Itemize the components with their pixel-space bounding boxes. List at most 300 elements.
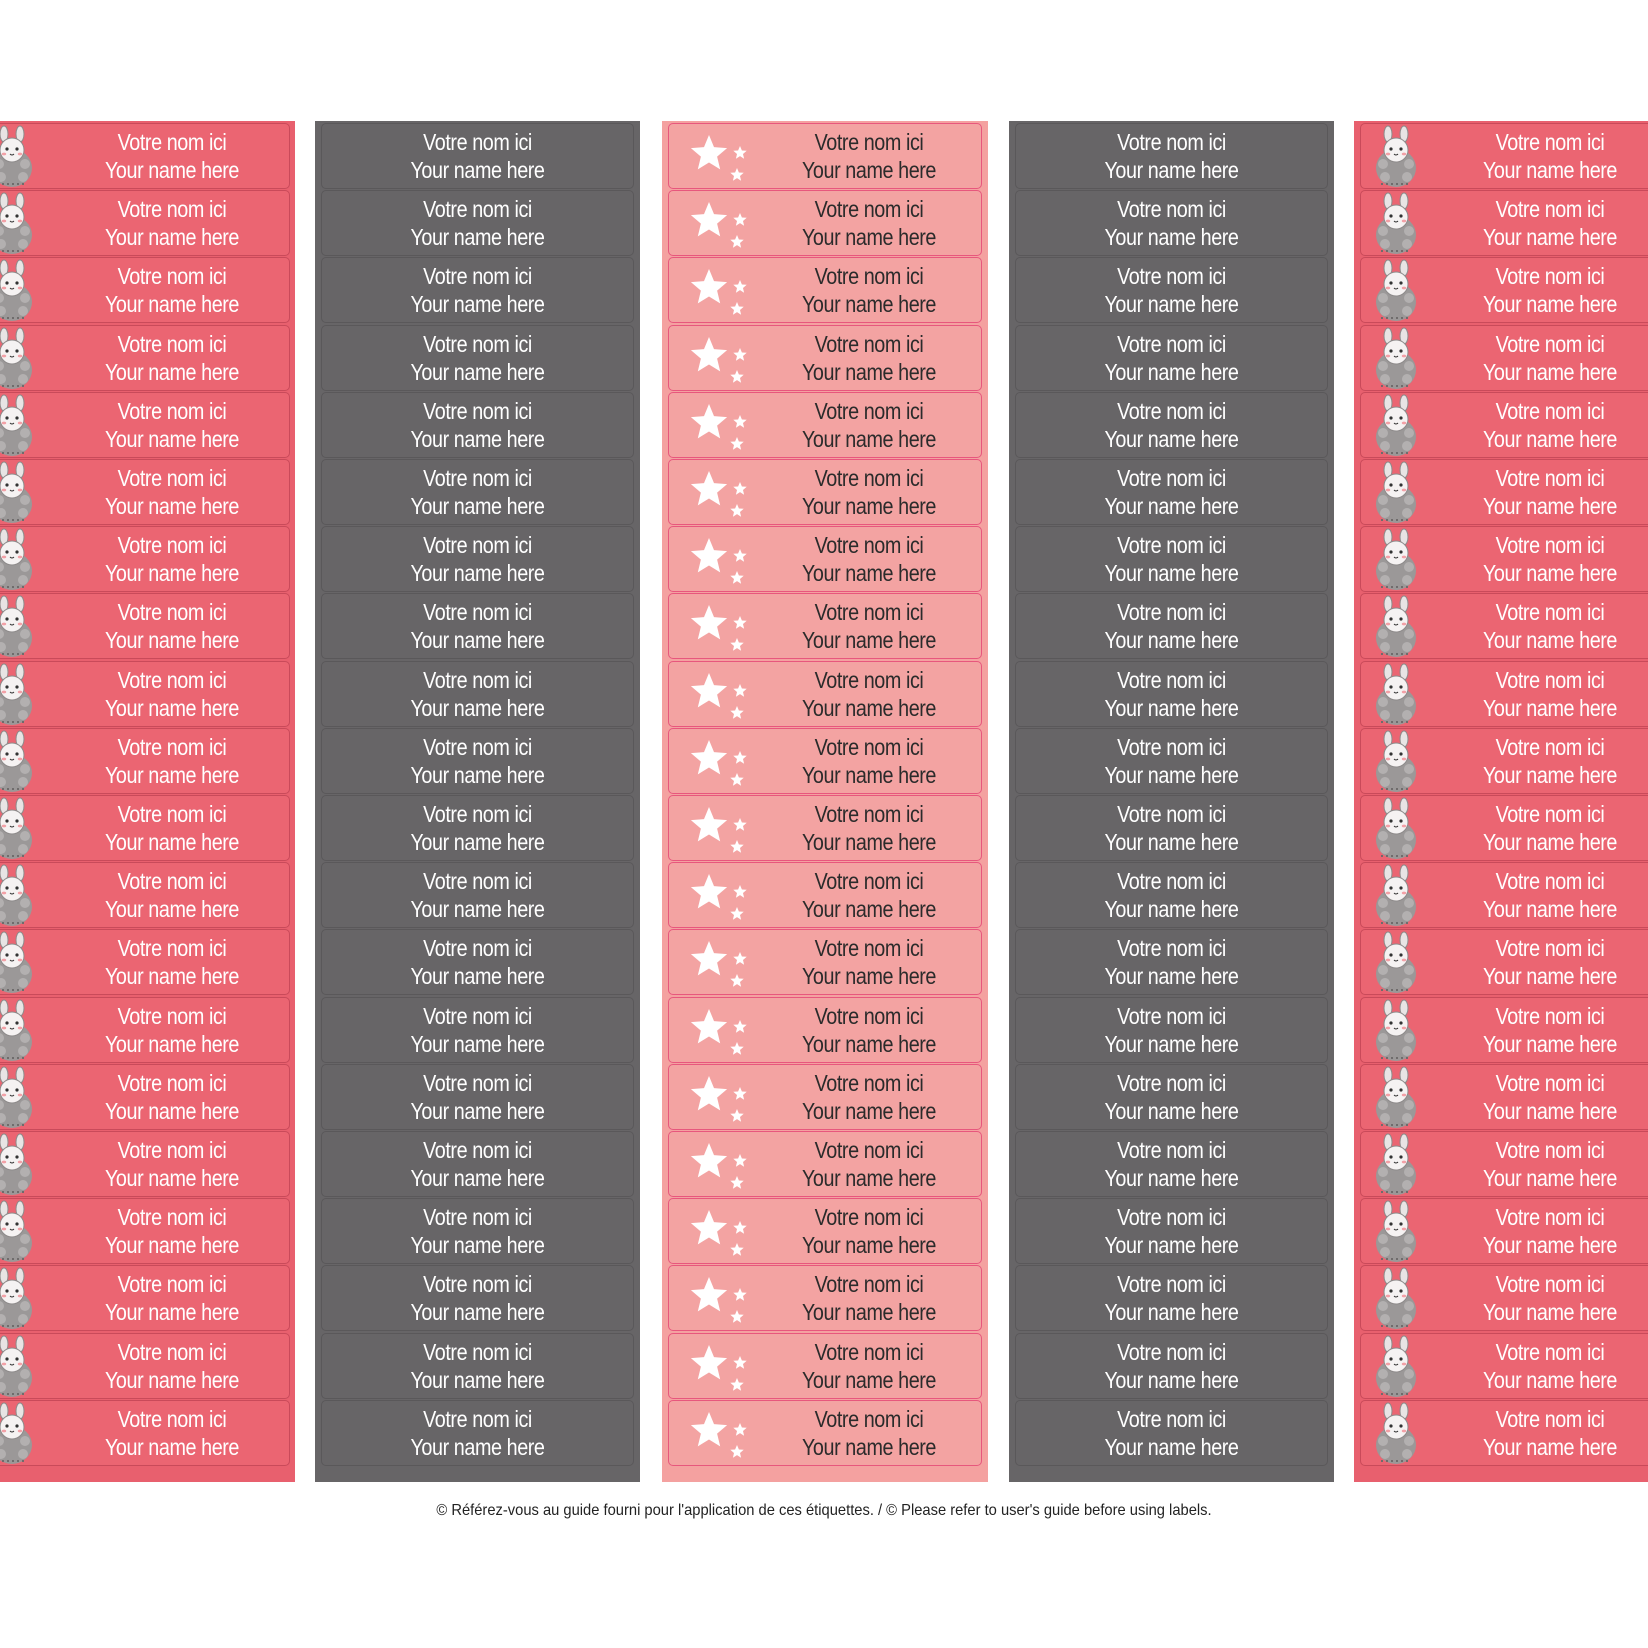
label-line-fr: Votre nom ici [1117, 196, 1226, 223]
name-label[interactable] [1015, 1265, 1328, 1331]
label-line-en: Your name here [1104, 1299, 1239, 1326]
label-text [773, 1401, 966, 1465]
name-label[interactable] [0, 392, 290, 458]
name-label[interactable] [668, 929, 982, 995]
name-label[interactable] [1360, 392, 1648, 458]
name-label[interactable] [1015, 257, 1328, 323]
name-label[interactable] [0, 1131, 290, 1197]
label-line-fr: Votre nom ici [117, 666, 227, 693]
label-line-en: Your name here [104, 963, 239, 990]
label-line-fr: Votre nom ici [814, 733, 924, 760]
label-line-fr: Votre nom ici [117, 1204, 227, 1231]
label-line-en: Your name here [104, 157, 239, 183]
llama-icon [0, 1065, 39, 1131]
label-text [773, 662, 966, 726]
star-icon [687, 460, 757, 526]
label-text [773, 527, 966, 591]
label-line-fr: Votre nom ici [814, 1069, 924, 1096]
label-text [71, 1334, 272, 1398]
label-text [344, 930, 611, 994]
label-line-fr: Votre nom ici [1495, 397, 1605, 424]
name-label[interactable] [668, 526, 982, 592]
label-text [1456, 998, 1643, 1062]
name-label[interactable] [321, 257, 634, 323]
label-line-en: Your name here [410, 694, 545, 721]
label-line-en: Your name here [801, 627, 936, 654]
label-line-en: Your name here [410, 1433, 545, 1460]
name-label[interactable] [1015, 123, 1328, 189]
name-label[interactable] [668, 997, 982, 1063]
name-label[interactable] [1360, 795, 1648, 861]
name-label[interactable] [668, 862, 982, 928]
llama-icon [1371, 998, 1423, 1064]
label-text [344, 594, 611, 658]
name-label[interactable] [668, 1131, 982, 1197]
name-label[interactable] [1360, 929, 1648, 995]
star-icon [687, 191, 757, 257]
name-label[interactable] [1015, 392, 1328, 458]
name-label[interactable] [321, 123, 634, 189]
label-line-fr: Votre nom ici [117, 196, 227, 223]
label-line-fr: Votre nom ici [117, 330, 227, 357]
label-line-en: Your name here [104, 896, 239, 923]
name-label[interactable] [668, 728, 982, 794]
label-text [71, 729, 272, 793]
label-line-fr: Votre nom ici [1117, 599, 1226, 626]
label-line-fr: Votre nom ici [814, 465, 924, 491]
label-line-en: Your name here [104, 1165, 239, 1191]
label-text [1456, 796, 1643, 860]
label-text [773, 863, 966, 927]
name-label[interactable] [1015, 862, 1328, 928]
label-line-fr: Votre nom ici [1117, 263, 1226, 290]
llama-icon [1371, 1401, 1423, 1467]
label-text [71, 998, 272, 1062]
label-line-fr: Votre nom ici [1495, 129, 1605, 155]
label-text [1456, 527, 1643, 591]
label-line-en: Your name here [1104, 1097, 1239, 1124]
name-label[interactable] [668, 1064, 982, 1130]
label-line-fr: Votre nom ici [117, 397, 227, 424]
llama-icon [1371, 258, 1423, 324]
name-label[interactable] [321, 795, 634, 861]
name-label[interactable] [1360, 1064, 1648, 1130]
label-text [344, 1065, 611, 1129]
name-label[interactable] [1015, 795, 1328, 861]
name-label[interactable] [1360, 1333, 1648, 1399]
name-label[interactable] [1015, 1198, 1328, 1264]
llama-icon [0, 1266, 39, 1332]
name-label[interactable] [321, 728, 634, 794]
name-label[interactable] [0, 459, 290, 525]
name-label[interactable] [1015, 459, 1328, 525]
label-text [71, 258, 272, 322]
name-label[interactable] [321, 593, 634, 659]
label-line-en: Your name here [801, 1299, 936, 1326]
label-line-fr: Votre nom ici [814, 868, 924, 895]
name-label[interactable] [1360, 257, 1648, 323]
name-label[interactable] [668, 325, 982, 391]
label-line-en: Your name here [104, 627, 239, 654]
name-label[interactable] [1015, 728, 1328, 794]
label-line-en: Your name here [1482, 1165, 1617, 1191]
name-label[interactable] [0, 526, 290, 592]
label-line-fr: Votre nom ici [1495, 196, 1605, 223]
name-label[interactable] [321, 1131, 634, 1197]
name-label[interactable] [668, 1198, 982, 1264]
name-label[interactable] [1360, 728, 1648, 794]
name-label[interactable] [321, 1064, 634, 1130]
label-text [1456, 594, 1643, 658]
label-line-en: Your name here [104, 425, 239, 452]
label-text [1038, 1132, 1305, 1196]
label-line-en: Your name here [1104, 1165, 1239, 1191]
llama-icon [1371, 326, 1423, 392]
label-line-fr: Votre nom ici [1495, 666, 1605, 693]
label-text [71, 930, 272, 994]
label-line-en: Your name here [104, 694, 239, 721]
label-line-en: Your name here [1482, 157, 1617, 183]
label-line-fr: Votre nom ici [814, 263, 924, 290]
strip-gray-2 [1009, 121, 1334, 1482]
star-icon [687, 662, 757, 728]
label-line-fr: Votre nom ici [1495, 330, 1605, 357]
label-text [773, 796, 966, 860]
label-text [71, 796, 272, 860]
label-line-en: Your name here [104, 224, 239, 251]
llama-icon [0, 326, 39, 392]
label-text [344, 460, 611, 524]
label-text [344, 1199, 611, 1263]
name-label[interactable] [668, 593, 982, 659]
name-label[interactable] [0, 593, 290, 659]
label-text [773, 1065, 966, 1129]
label-line-fr: Votre nom ici [117, 1271, 227, 1298]
label-text [71, 1065, 272, 1129]
label-text [1038, 863, 1305, 927]
name-label[interactable] [321, 325, 634, 391]
label-line-fr: Votre nom ici [1117, 1137, 1226, 1163]
star-icon [687, 863, 757, 929]
name-label[interactable] [0, 257, 290, 323]
label-line-en: Your name here [801, 1433, 936, 1460]
label-text [1038, 1401, 1305, 1465]
label-line-en: Your name here [104, 829, 239, 855]
llama-icon [1371, 393, 1423, 459]
name-label[interactable] [321, 526, 634, 592]
label-line-fr: Votre nom ici [814, 1137, 924, 1163]
name-label[interactable] [668, 795, 982, 861]
label-text [344, 258, 611, 322]
label-text [1456, 1266, 1643, 1330]
name-label[interactable] [1360, 593, 1648, 659]
label-line-en: Your name here [410, 157, 545, 183]
label-text [1456, 124, 1643, 188]
name-label[interactable] [0, 123, 290, 189]
llama-icon [0, 796, 39, 862]
name-label[interactable] [668, 1265, 982, 1331]
label-text [1038, 1065, 1305, 1129]
name-label[interactable] [1015, 1333, 1328, 1399]
name-label[interactable] [1015, 1064, 1328, 1130]
name-label[interactable] [1015, 997, 1328, 1063]
name-label[interactable] [1360, 1131, 1648, 1197]
label-text [344, 1266, 611, 1330]
label-text [773, 1132, 966, 1196]
name-label[interactable] [0, 661, 290, 727]
label-text [773, 930, 966, 994]
name-label[interactable] [1015, 190, 1328, 256]
label-text [71, 1132, 272, 1196]
label-text [71, 326, 272, 390]
label-line-fr: Votre nom ici [423, 868, 532, 895]
name-label[interactable] [1360, 526, 1648, 592]
label-line-en: Your name here [410, 425, 545, 452]
label-line-en: Your name here [410, 963, 545, 990]
label-text [1038, 1199, 1305, 1263]
label-text [1456, 1401, 1643, 1465]
name-label[interactable] [0, 190, 290, 256]
label-text [344, 998, 611, 1062]
label-text [1456, 326, 1643, 390]
star-icon [687, 393, 757, 459]
label-line-fr: Votre nom ici [117, 1002, 227, 1029]
name-label[interactable] [668, 257, 982, 323]
name-label[interactable] [1360, 325, 1648, 391]
label-text [1456, 1132, 1643, 1196]
label-text [1038, 460, 1305, 524]
label-line-en: Your name here [1482, 694, 1617, 721]
label-line-fr: Votre nom ici [1495, 1002, 1605, 1029]
name-label[interactable] [0, 1265, 290, 1331]
name-label[interactable] [0, 728, 290, 794]
label-line-fr: Votre nom ici [1495, 733, 1605, 760]
llama-icon [0, 460, 39, 526]
name-label[interactable] [0, 1333, 290, 1399]
label-text [71, 1199, 272, 1263]
name-label[interactable] [0, 929, 290, 995]
label-text [1456, 1065, 1643, 1129]
label-line-fr: Votre nom ici [1495, 1137, 1605, 1163]
label-line-en: Your name here [801, 493, 936, 519]
label-text [1456, 1334, 1643, 1398]
label-line-en: Your name here [801, 560, 936, 587]
label-line-fr: Votre nom ici [1495, 1204, 1605, 1231]
star-icon [687, 1199, 757, 1265]
name-label[interactable] [321, 392, 634, 458]
label-line-fr: Votre nom ici [1117, 129, 1226, 155]
name-label[interactable] [1015, 526, 1328, 592]
llama-icon [1371, 1334, 1423, 1400]
name-label[interactable] [1360, 1400, 1648, 1466]
label-line-en: Your name here [410, 493, 545, 519]
name-label[interactable] [1360, 661, 1648, 727]
label-line-fr: Votre nom ici [423, 263, 532, 290]
label-text [1456, 460, 1643, 524]
label-line-en: Your name here [410, 896, 545, 923]
label-line-fr: Votre nom ici [1117, 1271, 1226, 1298]
name-label[interactable] [668, 190, 982, 256]
name-label[interactable] [321, 1265, 634, 1331]
label-text [344, 124, 611, 188]
name-label[interactable] [1360, 1198, 1648, 1264]
label-line-fr: Votre nom ici [423, 129, 532, 155]
name-label[interactable] [0, 862, 290, 928]
label-line-fr: Votre nom ici [117, 129, 227, 155]
label-line-fr: Votre nom ici [814, 935, 924, 962]
name-label[interactable] [1015, 325, 1328, 391]
llama-icon [1371, 729, 1423, 795]
label-line-en: Your name here [801, 291, 936, 318]
name-label[interactable] [0, 1400, 290, 1466]
name-label[interactable] [1015, 929, 1328, 995]
label-line-en: Your name here [1104, 425, 1239, 452]
label-line-fr: Votre nom ici [814, 129, 924, 155]
label-line-en: Your name here [104, 560, 239, 587]
label-line-fr: Votre nom ici [1117, 330, 1226, 357]
name-label[interactable] [1015, 1131, 1328, 1197]
label-line-fr: Votre nom ici [1117, 801, 1226, 827]
label-line-en: Your name here [801, 1232, 936, 1259]
label-text [1038, 258, 1305, 322]
label-line-en: Your name here [1104, 224, 1239, 251]
label-line-en: Your name here [1482, 829, 1617, 855]
label-line-fr: Votre nom ici [814, 397, 924, 424]
star-icon [687, 930, 757, 996]
name-label[interactable] [321, 661, 634, 727]
label-text [773, 191, 966, 255]
label-line-en: Your name here [104, 1030, 239, 1057]
label-line-fr: Votre nom ici [814, 330, 924, 357]
name-label[interactable] [668, 661, 982, 727]
name-label[interactable] [1360, 997, 1648, 1063]
llama-icon [1371, 527, 1423, 593]
label-line-en: Your name here [1104, 1232, 1239, 1259]
name-label[interactable] [1015, 661, 1328, 727]
name-label[interactable] [668, 1333, 982, 1399]
label-line-en: Your name here [801, 896, 936, 923]
name-label[interactable] [1360, 1265, 1648, 1331]
label-line-en: Your name here [410, 560, 545, 587]
name-label[interactable] [321, 997, 634, 1063]
llama-icon [0, 930, 39, 996]
name-label[interactable] [321, 459, 634, 525]
label-line-fr: Votre nom ici [117, 1338, 227, 1365]
llama-icon [1371, 662, 1423, 728]
name-label[interactable] [1015, 1400, 1328, 1466]
label-line-en: Your name here [801, 425, 936, 452]
llama-icon [1371, 191, 1423, 257]
label-line-fr: Votre nom ici [117, 801, 227, 827]
label-line-en: Your name here [801, 157, 936, 183]
label-text [344, 1401, 611, 1465]
name-label[interactable] [668, 459, 982, 525]
name-label[interactable] [321, 929, 634, 995]
label-text [344, 326, 611, 390]
star-icon [687, 796, 757, 862]
label-text [1038, 930, 1305, 994]
label-line-en: Your name here [1104, 1030, 1239, 1057]
name-label[interactable] [321, 1400, 634, 1466]
llama-icon [1371, 1065, 1423, 1131]
label-line-en: Your name here [1482, 896, 1617, 923]
strip-llama-left [0, 121, 295, 1482]
label-text [1456, 1199, 1643, 1263]
label-text [71, 1401, 272, 1465]
name-label[interactable] [668, 1400, 982, 1466]
label-text [344, 863, 611, 927]
name-label[interactable] [0, 997, 290, 1063]
label-line-en: Your name here [1104, 829, 1239, 855]
label-line-fr: Votre nom ici [423, 1271, 532, 1298]
name-label[interactable] [1360, 862, 1648, 928]
label-line-en: Your name here [801, 829, 936, 855]
label-text [773, 1334, 966, 1398]
label-text [773, 998, 966, 1062]
star-icon [687, 1132, 757, 1198]
name-label[interactable] [1360, 459, 1648, 525]
name-label[interactable] [321, 862, 634, 928]
label-line-en: Your name here [1482, 627, 1617, 654]
label-line-en: Your name here [1482, 425, 1617, 452]
label-text [1038, 1334, 1305, 1398]
label-line-fr: Votre nom ici [117, 733, 227, 760]
label-line-fr: Votre nom ici [1117, 935, 1226, 962]
label-text [773, 326, 966, 390]
label-line-en: Your name here [1482, 1030, 1617, 1057]
name-label[interactable] [321, 1333, 634, 1399]
name-label[interactable] [1360, 190, 1648, 256]
star-icon [687, 594, 757, 660]
label-line-en: Your name here [1104, 896, 1239, 923]
name-label[interactable] [0, 325, 290, 391]
name-label[interactable] [1015, 593, 1328, 659]
label-line-en: Your name here [410, 1030, 545, 1057]
label-line-fr: Votre nom ici [1117, 1002, 1226, 1029]
label-line-fr: Votre nom ici [117, 263, 227, 290]
label-line-fr: Votre nom ici [814, 196, 924, 223]
llama-icon [0, 1199, 39, 1265]
name-label[interactable] [668, 392, 982, 458]
name-label[interactable] [0, 1198, 290, 1264]
label-line-fr: Votre nom ici [1117, 733, 1226, 760]
llama-icon [1371, 796, 1423, 862]
label-line-fr: Votre nom ici [1495, 465, 1605, 491]
name-label[interactable] [668, 123, 982, 189]
name-label[interactable] [321, 1198, 634, 1264]
label-line-en: Your name here [104, 1366, 239, 1393]
label-line-fr: Votre nom ici [423, 330, 532, 357]
label-line-fr: Votre nom ici [1495, 801, 1605, 827]
label-line-fr: Votre nom ici [423, 1405, 532, 1432]
label-line-en: Your name here [1104, 358, 1239, 385]
name-label[interactable] [0, 795, 290, 861]
footer-notice: © Référez-vous au guide fourni pour l'application de ces étiquettes. / © Please refer to user's guide before using labels. [436, 1502, 1212, 1519]
llama-icon [0, 863, 39, 929]
label-line-en: Your name here [1104, 963, 1239, 990]
name-label[interactable] [321, 190, 634, 256]
name-label[interactable] [1360, 123, 1648, 189]
label-line-fr: Votre nom ici [1495, 599, 1605, 626]
label-text [71, 594, 272, 658]
name-label[interactable] [0, 1064, 290, 1130]
llama-icon [0, 527, 39, 593]
llama-icon [0, 1334, 39, 1400]
label-text [1038, 124, 1305, 188]
label-line-en: Your name here [1104, 291, 1239, 318]
label-text [344, 1334, 611, 1398]
label-text [344, 729, 611, 793]
